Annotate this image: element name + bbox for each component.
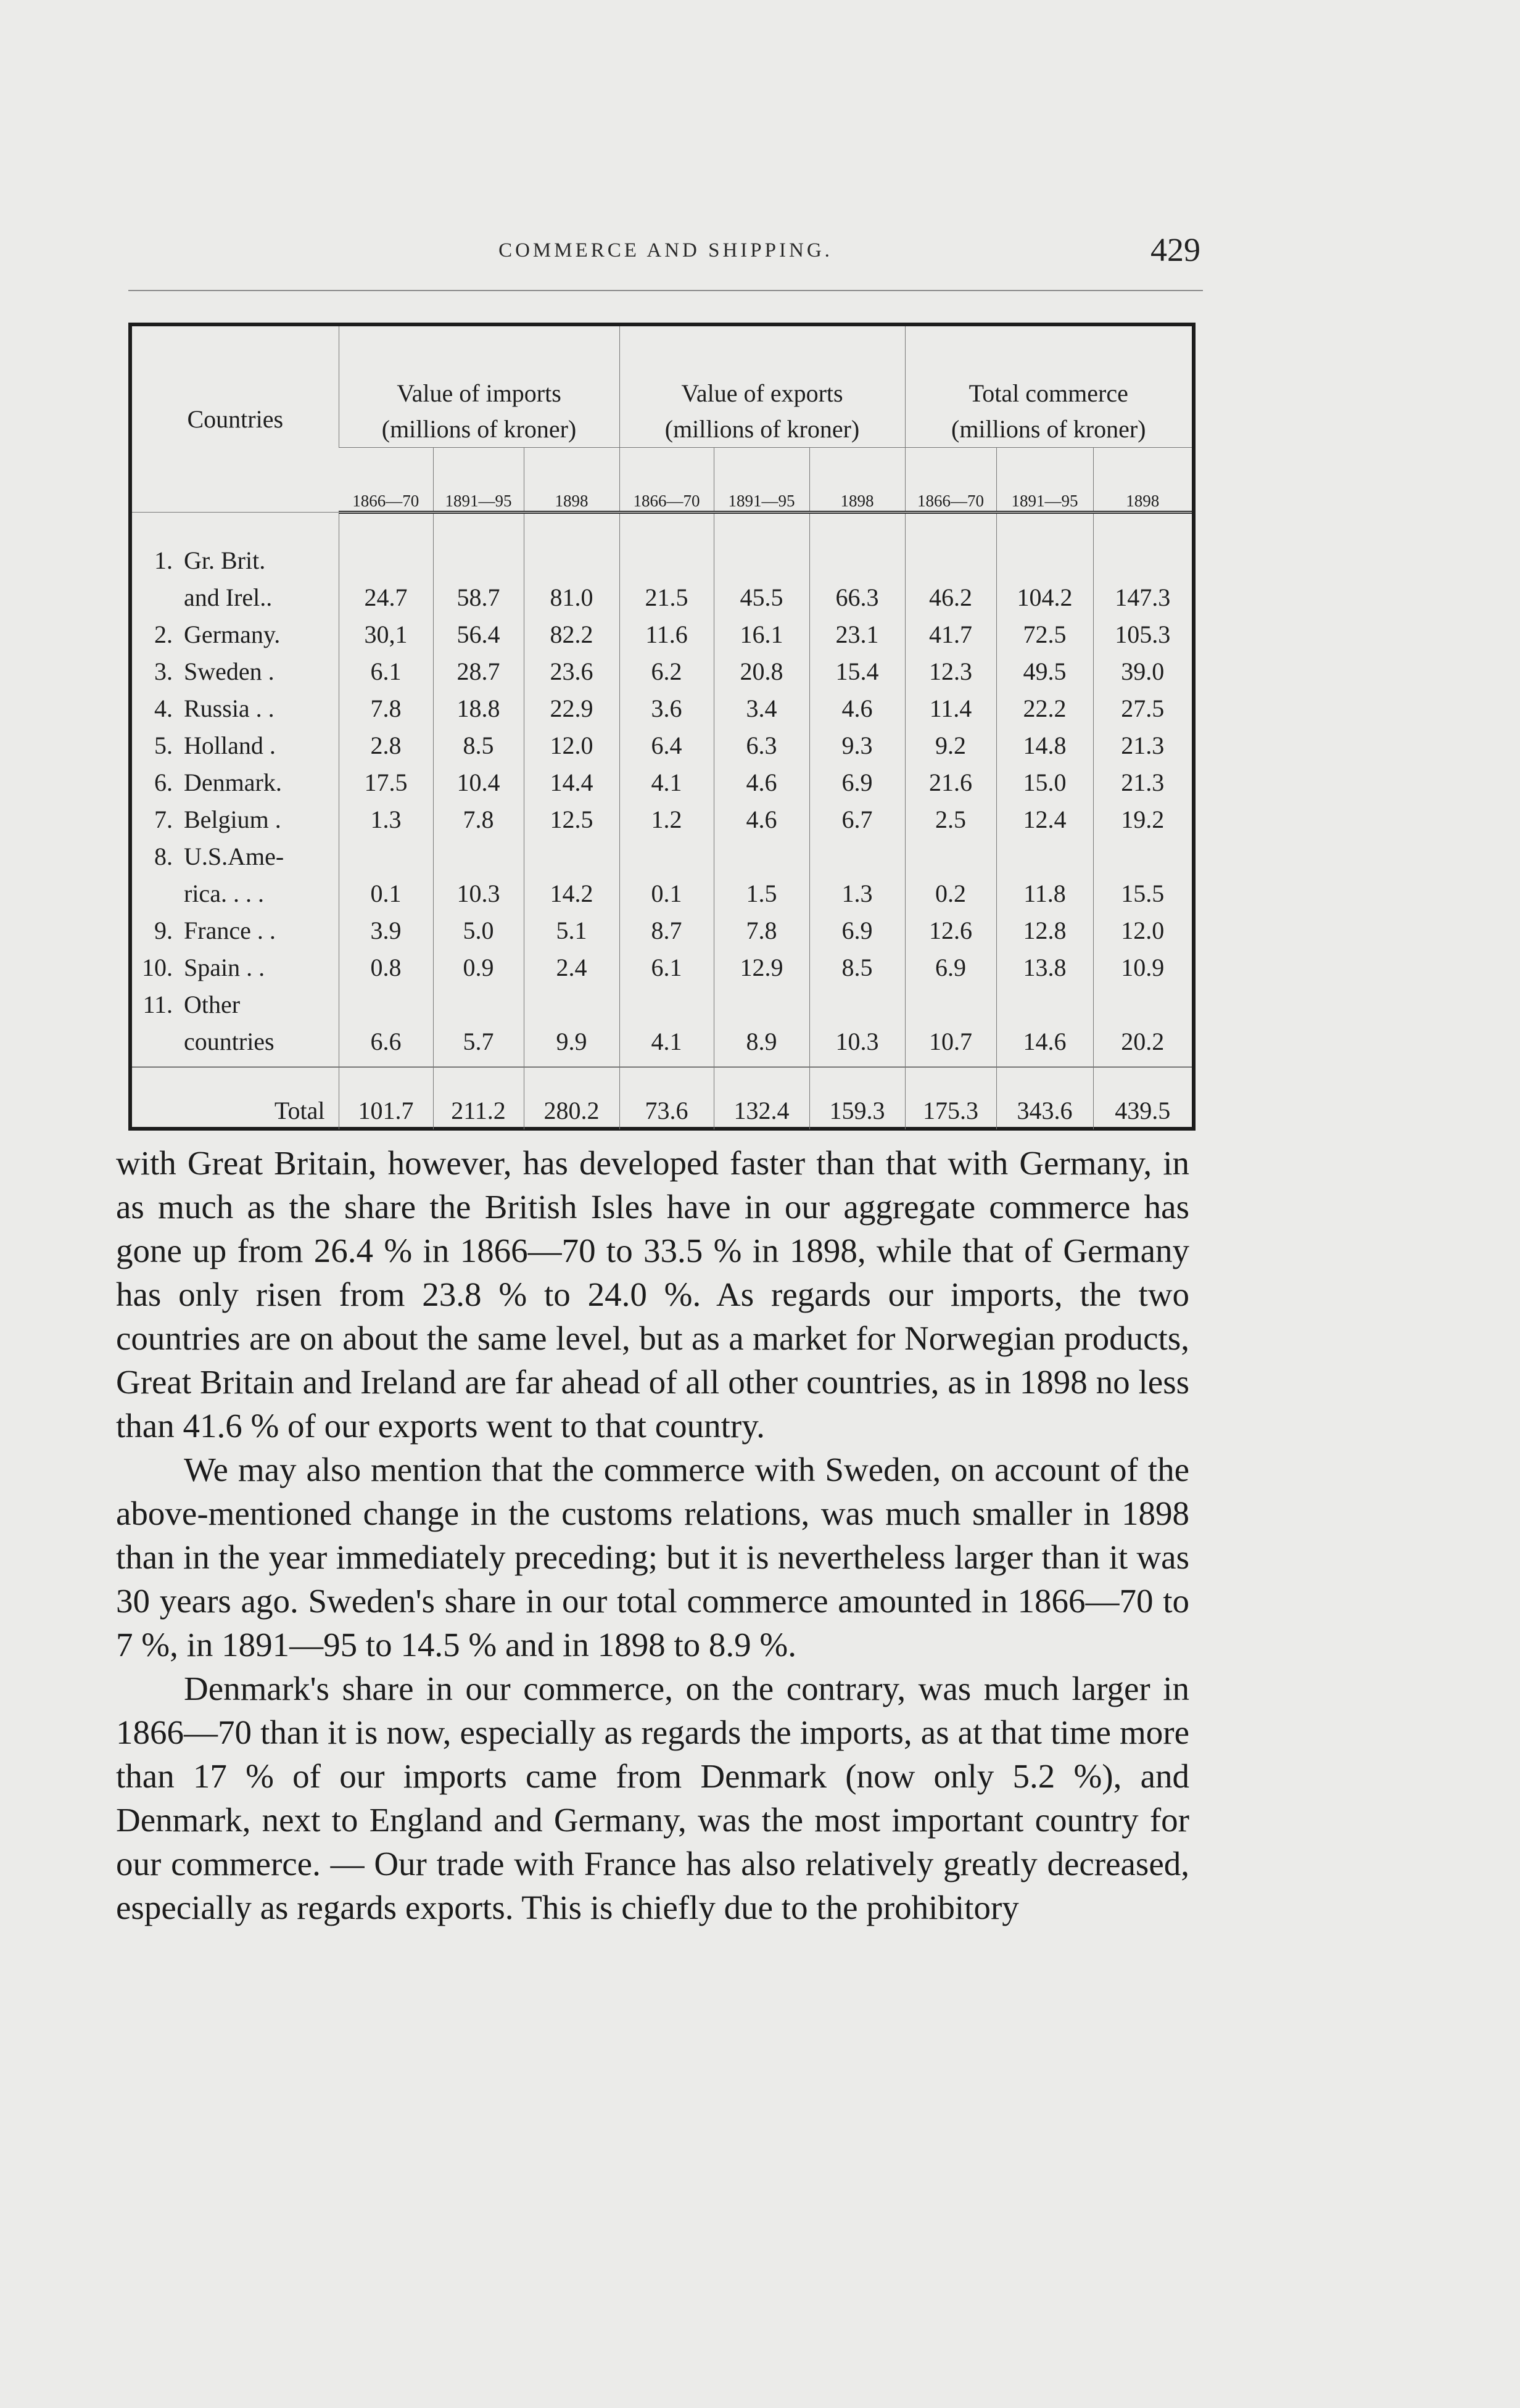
table-cell: 105.3: [1093, 616, 1192, 653]
table-row: [132, 986, 1192, 1060]
body-text: [116, 1141, 1189, 1929]
table-cell: 45.5: [714, 542, 809, 616]
table-cell: 9.3: [809, 727, 905, 764]
table-cell: 20.2: [1093, 986, 1192, 1060]
table-cell: 0.8: [339, 949, 433, 986]
table-cell: 1.2: [619, 801, 714, 838]
total-value: 132.4: [714, 1067, 809, 1129]
paragraph: We may also mention that the commerce with Sweden, on account of the above-mentioned change in the customs relations, was much smaller in 1898 than in the year immediately preceding; but it is nevertheless larger than it was 30 years ago. Sweden's share in our total commerce amounted in 1866—70 to 7 %, in 1891—95 to 14.5 % and in 1898 to 8.9 %.: [116, 1451, 1189, 1664]
row-number: 1.: [154, 546, 173, 574]
country-name: [132, 838, 339, 912]
page-number: 429: [1150, 231, 1200, 268]
table-cell: 6.1: [619, 949, 714, 986]
table-cell: 5.0: [433, 912, 524, 949]
table-cell: 23.1: [809, 616, 905, 653]
year-header: 1898: [809, 448, 905, 513]
table-row: [132, 949, 1192, 986]
table-cell: 18.8: [433, 690, 524, 727]
year-header: 1891—95: [714, 448, 809, 513]
table-cell: 9.2: [905, 727, 996, 764]
table-cell: 10.3: [433, 838, 524, 912]
year-header: 1898: [1093, 448, 1192, 513]
row-number: 10.: [142, 954, 173, 981]
total-value: 101.7: [339, 1067, 433, 1129]
table-cell: 10.7: [905, 986, 996, 1060]
table-cell: 6.2: [619, 653, 714, 690]
year-header: 1866—70: [339, 448, 433, 513]
group-header-imports: Value of imports (millions of kroner): [339, 326, 619, 448]
table-cell: 13.8: [996, 949, 1093, 986]
table-cell: 81.0: [524, 542, 619, 616]
row-number: 4.: [154, 695, 173, 722]
table-cell: 21.5: [619, 542, 714, 616]
table-cell: 7.8: [433, 801, 524, 838]
year-header: 1866—70: [619, 448, 714, 513]
table-cell: 3.4: [714, 690, 809, 727]
table-cell: 0.1: [339, 838, 433, 912]
table-cell: 11.8: [996, 838, 1093, 912]
table-cell: 19.2: [1093, 801, 1192, 838]
table-cell: 2.8: [339, 727, 433, 764]
table-cell: 24.7: [339, 542, 433, 616]
table-row: [132, 801, 1192, 838]
country-name: [132, 542, 339, 616]
table-cell: 5.7: [433, 986, 524, 1060]
country-label-continued: countries: [184, 1028, 275, 1055]
table-row: [132, 616, 1192, 653]
table-cell: 147.3: [1093, 542, 1192, 616]
table-cell: 7.8: [339, 690, 433, 727]
group-header-exports: Value of exports (millions of kroner): [619, 326, 905, 448]
total-value: 159.3: [809, 1067, 905, 1129]
table-cell: 22.2: [996, 690, 1093, 727]
table-cell: 6.9: [809, 912, 905, 949]
table-cell: 66.3: [809, 542, 905, 616]
table-cell: 14.8: [996, 727, 1093, 764]
table-cell: 8.5: [433, 727, 524, 764]
table-cell: 4.6: [809, 690, 905, 727]
table-cell: 28.7: [433, 653, 524, 690]
year-header: 1898: [524, 448, 619, 513]
table-cell: 58.7: [433, 542, 524, 616]
table-row: [132, 764, 1192, 801]
table-cell: 6.1: [339, 653, 433, 690]
total-value: 73.6: [619, 1067, 714, 1129]
table-row: [132, 912, 1192, 949]
table-cell: 12.6: [905, 912, 996, 949]
paragraph: with Great Britain, however, has developed faster than that with Germany, in as much as the share the British Isles have in our aggregate commerce has gone up from 26.4 % in 1866—70 to 33.5 % in 1898, while that of Germany has only risen from 23.8 % to 24.0 %. As regards our imports, the two countries are on about the same level, but as a market for Norwegian products, Great Britain and Ireland are far ahead of all other countries, as in 1898 no less than 41.6 % of our exports went to that country.: [116, 1144, 1189, 1445]
country-name: [132, 727, 339, 764]
total-value: 280.2: [524, 1067, 619, 1129]
country-name: [132, 801, 339, 838]
table-cell: 72.5: [996, 616, 1093, 653]
table-cell: 4.6: [714, 764, 809, 801]
table-cell: 4.6: [714, 801, 809, 838]
table-cell: 1.3: [339, 801, 433, 838]
row-number: 8.: [154, 843, 173, 870]
table-cell: 15.5: [1093, 838, 1192, 912]
table-cell: 4.1: [619, 764, 714, 801]
table-cell: 6.3: [714, 727, 809, 764]
table-cell: 4.1: [619, 986, 714, 1060]
country-label: Other: [184, 991, 241, 1018]
country-name: [132, 986, 339, 1060]
table-cell: 14.4: [524, 764, 619, 801]
table-cell: 3.6: [619, 690, 714, 727]
country-label: U.S.Ame-: [184, 843, 284, 870]
table-cell: 27.5: [1093, 690, 1192, 727]
country-label: Sweden .: [184, 658, 275, 685]
table-cell: 14.6: [996, 986, 1093, 1060]
table-cell: 6.6: [339, 986, 433, 1060]
country-label-continued: and Irel..: [184, 583, 273, 611]
table-cell: 10.3: [809, 986, 905, 1060]
table-cell: 21.3: [1093, 764, 1192, 801]
table-cell: 21.3: [1093, 727, 1192, 764]
commerce-table-grid: [132, 326, 1192, 1129]
table-cell: 15.0: [996, 764, 1093, 801]
total-value: 439.5: [1093, 1067, 1192, 1129]
table-cell: 14.2: [524, 838, 619, 912]
table-cell: 8.9: [714, 986, 809, 1060]
table-cell: 8.7: [619, 912, 714, 949]
table-cell: 22.9: [524, 690, 619, 727]
country-name: [132, 764, 339, 801]
table-cell: 20.8: [714, 653, 809, 690]
table-cell: 1.3: [809, 838, 905, 912]
table-cell: 11.6: [619, 616, 714, 653]
table-cell: 12.3: [905, 653, 996, 690]
table-cell: 6.9: [809, 764, 905, 801]
table-cell: 8.5: [809, 949, 905, 986]
country-label: Belgium .: [184, 806, 281, 833]
table-cell: 39.0: [1093, 653, 1192, 690]
table-cell: 41.7: [905, 616, 996, 653]
table-cell: 104.2: [996, 542, 1093, 616]
total-value: 175.3: [905, 1067, 996, 1129]
row-number: 7.: [154, 806, 173, 833]
country-name: [132, 616, 339, 653]
table-cell: 12.8: [996, 912, 1093, 949]
table-row: [132, 838, 1192, 912]
paragraph: Denmark's share in our commerce, on the contrary, was much larger in 1866—70 than it is now, especially as regards the imports, as at that time more than 17 % of our imports came from Denmark (now only 5.2 %), and Denmark, next to England and Germany, was the most important country for our commerce. — Our trade with France has also relatively greatly decreased, especially as regards exports. This is chiefly due to the prohibitory: [116, 1670, 1189, 1926]
table-cell: 46.2: [905, 542, 996, 616]
country-name: [132, 690, 339, 727]
country-name: [132, 949, 339, 986]
table-cell: 5.1: [524, 912, 619, 949]
total-value: 343.6: [996, 1067, 1093, 1129]
row-number: 11.: [142, 991, 173, 1018]
table-cell: 49.5: [996, 653, 1093, 690]
total-label: Total: [132, 1067, 339, 1129]
table-cell: 30,1: [339, 616, 433, 653]
table-row: [132, 653, 1192, 690]
table-cell: 2.5: [905, 801, 996, 838]
year-header: 1891—95: [996, 448, 1093, 513]
table-cell: 1.5: [714, 838, 809, 912]
row-number: 3.: [154, 658, 173, 685]
running-header: [128, 231, 1203, 291]
table-cell: 7.8: [714, 912, 809, 949]
total-row: [132, 1067, 1192, 1129]
total-value: 211.2: [433, 1067, 524, 1129]
table-cell: 21.6: [905, 764, 996, 801]
table-cell: 12.9: [714, 949, 809, 986]
table-cell: 10.4: [433, 764, 524, 801]
table-cell: 12.0: [1093, 912, 1192, 949]
table-cell: 10.9: [1093, 949, 1192, 986]
row-number: 2.: [154, 621, 173, 648]
year-header: 1891—95: [433, 448, 524, 513]
country-label: France . .: [184, 917, 276, 944]
table-cell: 56.4: [433, 616, 524, 653]
country-label-continued: rica. . . .: [184, 880, 264, 907]
country-label: Russia . .: [184, 695, 275, 722]
table-cell: 12.5: [524, 801, 619, 838]
country-label: Gr. Brit.: [184, 546, 266, 574]
table-cell: 17.5: [339, 764, 433, 801]
table-cell: 23.6: [524, 653, 619, 690]
table-cell: 0.9: [433, 949, 524, 986]
table-cell: 2.4: [524, 949, 619, 986]
table-cell: 82.2: [524, 616, 619, 653]
table-cell: 6.7: [809, 801, 905, 838]
group-header-total: Total commerce (millions of kroner): [905, 326, 1192, 448]
table-cell: 0.1: [619, 838, 714, 912]
row-number: 6.: [154, 769, 173, 796]
table-row: [132, 727, 1192, 764]
table-cell: 12.0: [524, 727, 619, 764]
table-cell: 6.9: [905, 949, 996, 986]
table-row: [132, 690, 1192, 727]
year-header: 1866—70: [905, 448, 996, 513]
country-name: [132, 912, 339, 949]
table-row: [132, 542, 1192, 616]
country-label: Denmark.: [184, 769, 282, 796]
countries-header: Countries: [132, 326, 339, 513]
country-label: Holland .: [184, 732, 276, 759]
country-label: Spain . .: [184, 954, 265, 981]
table-cell: 0.2: [905, 838, 996, 912]
table-cell: 12.4: [996, 801, 1093, 838]
table-cell: 3.9: [339, 912, 433, 949]
table-cell: 6.4: [619, 727, 714, 764]
table-cell: 15.4: [809, 653, 905, 690]
country-label: Germany.: [184, 621, 281, 648]
table-cell: 11.4: [905, 690, 996, 727]
row-number: 5.: [154, 732, 173, 759]
commerce-table: [128, 323, 1196, 1131]
table-cell: 16.1: [714, 616, 809, 653]
row-number: 9.: [154, 917, 173, 944]
running-title: COMMERCE AND SHIPPING.: [498, 239, 833, 262]
country-name: [132, 653, 339, 690]
table-cell: 9.9: [524, 986, 619, 1060]
